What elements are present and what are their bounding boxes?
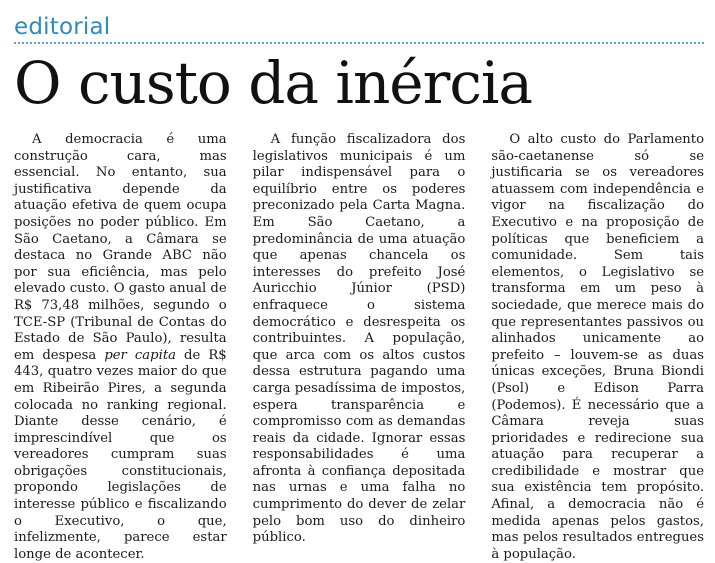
paragraph [14,132,227,563]
article-column-2 [252,132,466,546]
paragraph-text: A democracia é uma construção cara, mas essencial. No entanto, sua justificativa depende da atuação efetiva de quem ocupa posições no poder público. Em São Caetano, a Câmara se destaca no Grande ABC não por sua eficiência, mas pelo elevado custo. O gasto anual de R$ 73,48 milhões, segundo o TCE-SP (Tribunal de Contas do Estado de São Paulo), resulta em despesa [14,132,227,363]
headline: O custo da inércia [14,49,532,117]
article-column-3 [491,132,705,562]
paragraph: O alto custo do Parlamento são-caetanense só se justificaria se os vereadores atuassem com independência e vigor na fiscalização do Executivo e na proposição de políticas que beneficiem a comunidade. Sem tais elementos, o Legislativo se transforma em um peso à sociedade, que merece mais do que representantes passivos ou alinhados unicamente ao prefeito – louvem-se as duas únicas exceções, Bruna Biondi (Psol) e Edison Parra (Podemos). É necessário que a Câmara reveja suas prioridades e redirecione sua atuação para recuperar a credibilidade e mostrar que sua existência tem propósito. Afinal, a democracia não é medida apenas pelos gastos, mas pelos resultados entregues à população. [491,132,705,562]
article-column-1 [14,132,227,562]
section-label: editorial [14,14,111,40]
section-divider [14,42,704,44]
paragraph-text: de R$ 443, quatro vezes maior do que em Ribeirão Pires, a segunda colocada no ranking regional. Diante desse cenário, é imprescindível que os vereadores cumpram suas obrigações constitucionais, propondo legislações de interesse público e fiscalizando o Executivo, o que, infelizmente, parece estar longe de acontecer. [14,347,227,562]
italic-term: per capita [104,347,176,363]
paragraph: A função fiscalizadora dos legislativos municipais é um pilar indispensável para o equilíbrio entre os poderes preconizado pela Carta Magna. Em São Caetano, a predominância de uma atuação que apenas chancela os interesses do prefeito José Auricchio Júnior (PSD) enfraquece o sistema democrático e desrespeita os contribuintes. A população, que arca com os altos custos dessa estrutura pagando uma carga pesadíssima de impostos, espera transparência e compromisso com as demandas reais da cidade. Ignorar essas responsabilidades é uma afronta à confiança depositada nas urnas e uma falha no cumprimento do dever de zelar pelo bom uso do dinheiro público. [252,132,466,546]
article-body [14,132,705,562]
